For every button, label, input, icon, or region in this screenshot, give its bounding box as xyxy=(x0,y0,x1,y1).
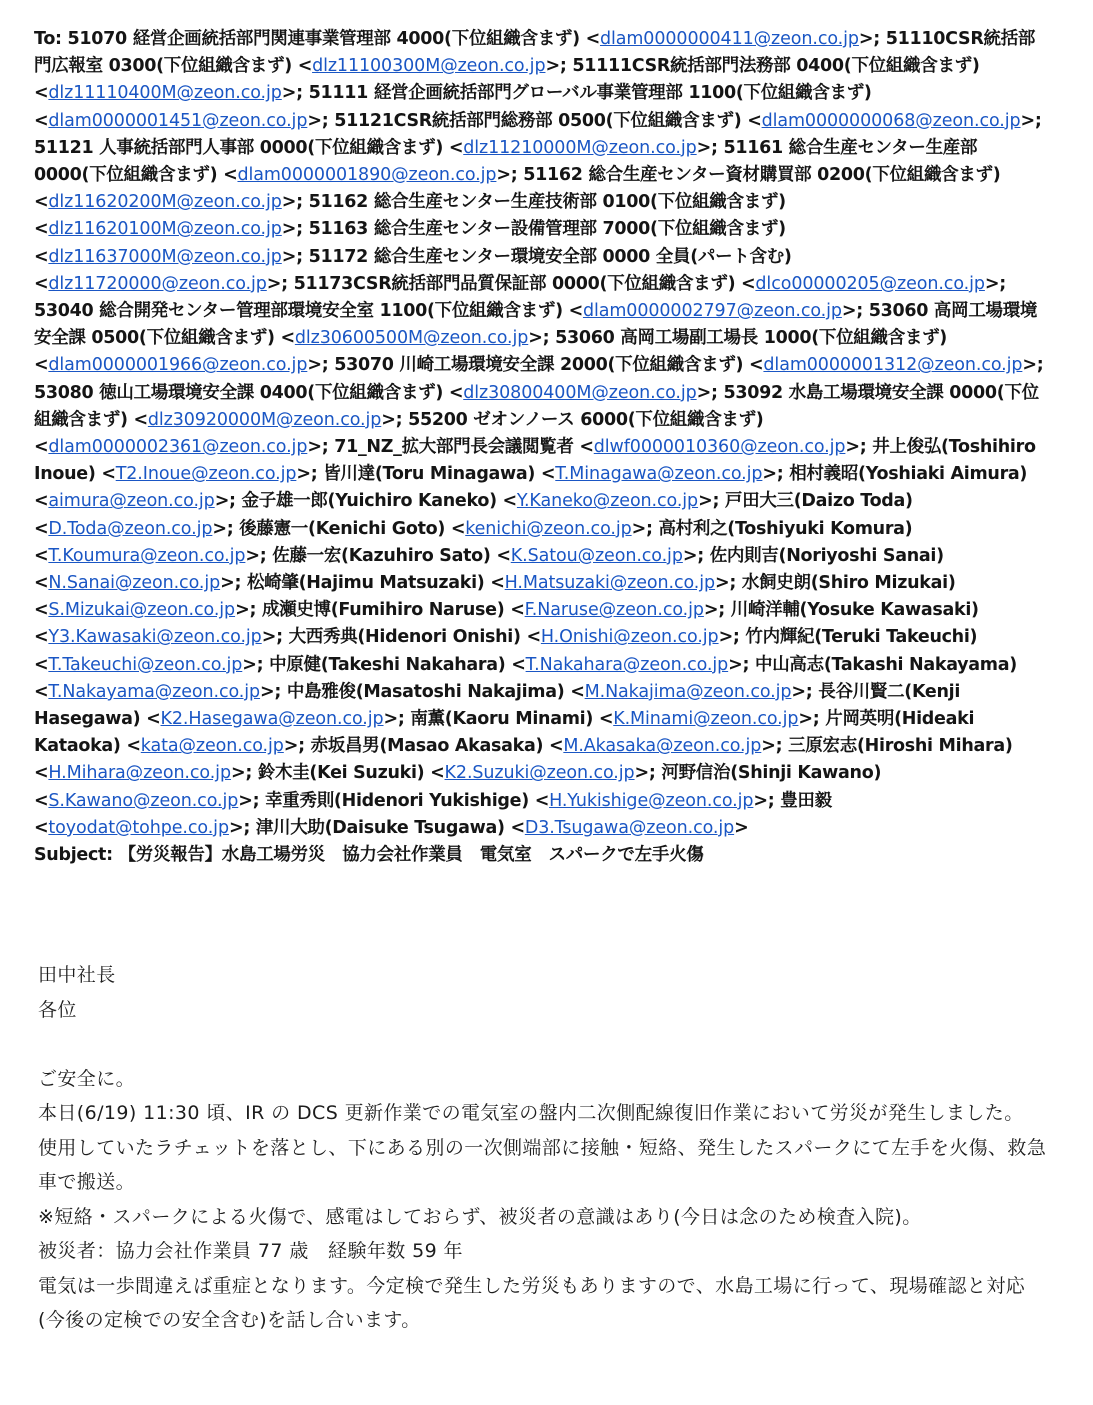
recipient-email-link[interactable]: dlco00000205@zeon.co.jp xyxy=(755,273,985,294)
recipient-email-link[interactable]: dlam0000002361@zeon.co.jp xyxy=(48,437,308,458)
recipient-name: 51162 総合生産センター資材購買部 0200(下位組織含まず) xyxy=(523,165,1001,186)
recipient-email-link[interactable]: dlz30600500M@zeon.co.jp xyxy=(294,328,529,349)
body-paragraph: 電気は一歩間違えば重症となります。今定検で発生した労災もありますので、水島工場に行って、現場確認と対応(今後の定検での安全含む)を話し合います。 xyxy=(38,1274,1026,1331)
recipient-email-link[interactable]: dlam0000001890@zeon.co.jp xyxy=(237,165,497,186)
recipient-email-link[interactable]: N.Sanai@zeon.co.jp xyxy=(48,573,221,594)
recipient-email-link[interactable]: T.Nakahara@zeon.co.jp xyxy=(525,654,729,675)
recipient-name: 53080 徳山工場環境安全課 0400(下位組織含まず) xyxy=(34,382,444,403)
recipient: 松崎肇(Hajimu Matsuzaki) <H.Matsuzaki@zeon.co.jp>; xyxy=(246,573,737,594)
recipient-name: 戸田大三(Daizo Toda) xyxy=(724,491,913,512)
subject-text: 【労災報告】水島工場労災 協力会社作業員 電気室 スパークで左手火傷 xyxy=(118,845,704,866)
recipient-email-link[interactable]: K2.Suzuki@zeon.co.jp xyxy=(444,763,635,784)
recipient-email-link[interactable]: aimura@zeon.co.jp xyxy=(48,491,215,512)
recipient-name: 大西秀典(Hidenori Onishi) xyxy=(288,627,521,648)
recipient-email-link[interactable]: dlam0000000068@zeon.co.jp xyxy=(761,110,1021,131)
recipient-name: 53060 高岡工場副工場長 1000(下位組織含まず) xyxy=(555,328,947,349)
body-paragraph: ご安全に。 xyxy=(38,1067,136,1090)
greeting-line: 田中社長 xyxy=(38,964,116,986)
recipient-name: 後藤憲一(Kenichi Goto) xyxy=(239,518,446,539)
recipient-email-link[interactable]: dlz11620100M@zeon.co.jp xyxy=(48,219,282,240)
recipient-email-link[interactable]: K2.Hasegawa@zeon.co.jp xyxy=(160,709,384,730)
body-paragraph: 本日(6/19) 11:30 頃、IR の DCS 更新作業での電気室の盤内二次側配線復旧作業において労災が発生しました。 xyxy=(38,1102,1024,1124)
recipient: 水飼史朗(Shiro Mizukai) <S.Mizukai@zeon.co.jp>; xyxy=(34,573,956,621)
recipient: 三原宏志(Hiroshi Mihara) <H.Mihara@zeon.co.jp>; xyxy=(34,736,1013,784)
recipient: 金子雄一郎(Yuichiro Kaneko) <Y.Kaneko@zeon.co.jp>; xyxy=(241,491,720,512)
recipient: 佐藤一宏(Kazuhiro Sato) <K.Satou@zeon.co.jp>; xyxy=(272,545,704,566)
recipient: 豊田毅 <toyodat@tohpe.co.jp>; xyxy=(34,790,832,838)
recipient: 51162 総合生産センター資材購買部 0200(下位組織含まず) <dlz11620200M@zeon.co.jp>; xyxy=(34,165,1001,213)
recipient: 鈴木圭(Kei Suzuki) <K2.Suzuki@zeon.co.jp>; xyxy=(257,763,656,784)
recipient-name: 71_NZ_拡大部門長会議閲覧者 xyxy=(334,437,574,458)
recipient-email-link[interactable]: H.Onishi@zeon.co.jp xyxy=(540,627,719,648)
recipient: 51163 総合生産センター設備管理部 7000(下位組織含まず) <dlz11637000M@zeon.co.jp>; xyxy=(34,219,786,267)
recipient: 51172 総合生産センター環境安全部 0000 全員(パート含む) <dlz11720000@zeon.co.jp>; xyxy=(34,246,792,294)
recipient-name: 川崎洋輔(Yosuke Kawasaki) xyxy=(730,600,979,621)
recipient: 高村利之(Toshiyuki Komura) <T.Koumura@zeon.co.jp>; xyxy=(34,518,913,566)
body-paragraph: 被災者：協力会社作業員 77 歳 経験年数 59 年 xyxy=(38,1240,463,1262)
recipient-name: 51070 経営企画統括部門関連事業管理部 4000(下位組織含まず) xyxy=(67,29,580,49)
recipient-email-link[interactable]: dlz11100300M@zeon.co.jp xyxy=(312,56,546,77)
recipient: 川崎洋輔(Yosuke Kawasaki) <Y3.Kawasaki@zeon.co.jp>; xyxy=(34,600,979,648)
recipient-email-link[interactable]: T.Nakayama@zeon.co.jp xyxy=(48,681,261,702)
recipient-email-link[interactable]: dlz11620200M@zeon.co.jp xyxy=(48,192,282,213)
recipient-email-link[interactable]: T.Minagawa@zeon.co.jp xyxy=(555,464,763,485)
recipient: 51121CSR統括部門総務部 0500(下位組織含まず) <dlam0000000068@zeon.co.jp>; xyxy=(334,110,1042,131)
recipient-email-link[interactable]: dlam0000001966@zeon.co.jp xyxy=(48,355,308,376)
recipient-email-link[interactable]: K.Minami@zeon.co.jp xyxy=(613,709,799,730)
recipient-name: 津川大助(Daisuke Tsugawa) xyxy=(255,817,505,838)
recipient-name: 松崎肇(Hajimu Matsuzaki) xyxy=(246,573,485,594)
recipient: 71_NZ_拡大部門長会議閲覧者 <dlwf0000010360@zeon.co.jp>; xyxy=(334,437,867,458)
recipient: 戸田大三(Daizo Toda) <D.Toda@zeon.co.jp>; xyxy=(34,491,913,539)
recipient: 幸重秀則(Hidenori Yukishige) <H.Yukishige@zeon.co.jp>; xyxy=(265,790,775,811)
to-label: To: xyxy=(34,29,62,49)
recipient: 井上俊弘(Toshihiro Inoue) <T2.Inoue@zeon.co.jp>; xyxy=(34,437,1036,485)
recipient-name: 片岡英明(Hideaki Kataoka) xyxy=(34,709,975,757)
recipient-email-link[interactable]: dlz11637000M@zeon.co.jp xyxy=(48,246,282,267)
recipient-name: 51173CSR統括部門品質保証部 0000(下位組織含まず) xyxy=(293,273,736,294)
recipient: 51162 総合生産センター生産技術部 0100(下位組織含まず) <dlz11620100M@zeon.co.jp>; xyxy=(34,192,786,240)
recipient-email-link[interactable]: D.Toda@zeon.co.jp xyxy=(48,518,213,539)
recipient-name: 相村義昭(Yoshiaki Aimura) xyxy=(789,464,1028,485)
subject-field xyxy=(34,842,1046,869)
recipient-name: 51162 総合生産センター生産技術部 0100(下位組織含まず) xyxy=(308,192,786,213)
recipient-email-link[interactable]: S.Mizukai@zeon.co.jp xyxy=(48,600,236,621)
recipient-name: 中原健(Takeshi Nakahara) xyxy=(269,654,506,675)
recipient: 中島雅俊(Masatoshi Nakajima) <M.Nakajima@zeon.co.jp>; xyxy=(286,681,813,702)
recipient-email-link[interactable]: dlam0000001451@zeon.co.jp xyxy=(48,110,308,131)
recipient: 片岡英明(Hideaki Kataoka) <kata@zeon.co.jp>; xyxy=(34,709,975,757)
recipient-email-link[interactable]: dlz30800400M@zeon.co.jp xyxy=(463,382,697,403)
recipient-email-link[interactable]: T.Takeuchi@zeon.co.jp xyxy=(48,654,243,675)
recipient: 南薫(Kaoru Minami) <K.Minami@zeon.co.jp>; xyxy=(410,709,820,730)
recipient-name: 佐内則吉(Noriyoshi Sanai) xyxy=(709,545,944,566)
recipient: 長谷川賢二(Kenji Hasegawa) <K2.Hasegawa@zeon.co.jp>; xyxy=(34,681,961,730)
recipient: 53060 高岡工場環境安全課 0500(下位組織含まず) <dlz30600500M@zeon.co.jp>; xyxy=(34,301,1038,349)
recipient-name: 55200 ゼオンノース 6000(下位組織含まず) xyxy=(408,409,764,430)
recipient: 赤坂昌男(Masao Akasaka) <M.Akasaka@zeon.co.jp>; xyxy=(310,736,783,757)
subject-label: Subject: xyxy=(34,845,113,866)
recipient-name: 豊田毅 xyxy=(780,790,832,811)
recipient-email-link[interactable]: dlam0000000411@zeon.co.jp xyxy=(599,29,859,49)
recipient-name: 51163 総合生産センター設備管理部 7000(下位組織含まず) xyxy=(308,219,786,240)
recipient-email-link[interactable]: M.Nakajima@zeon.co.jp xyxy=(584,681,792,702)
recipient-name: 53060 高岡工場環境安全課 0500(下位組織含まず) xyxy=(34,301,1038,349)
recipient-name: 53070 川崎工場環境安全課 2000(下位組織含まず) xyxy=(334,355,744,376)
recipient-name: 53092 水島工場環境安全課 0000(下位組織含まず) xyxy=(34,382,1039,430)
recipient-email-link[interactable]: kenichi@zeon.co.jp xyxy=(465,518,632,539)
recipient-name: 53040 総合開発センター管理部環境安全室 1100(下位組織含まず) xyxy=(34,301,563,322)
recipient: 中原健(Takeshi Nakahara) <T.Nakahara@zeon.co.jp>; xyxy=(269,654,750,675)
recipient-name: 長谷川賢二(Kenji Hasegawa) xyxy=(34,681,961,730)
recipient: 51161 総合生産センター生産部 0000(下位組織含まず) <dlam0000001890@zeon.co.jp>; xyxy=(34,137,978,186)
recipient-email-link[interactable]: S.Kawano@zeon.co.jp xyxy=(48,790,239,811)
recipient-email-link[interactable]: Y3.Kawasaki@zeon.co.jp xyxy=(48,627,262,648)
recipient-email-link[interactable]: dlwf0000010360@zeon.co.jp xyxy=(593,437,846,458)
recipient-name: 竹内輝紀(Teruki Takeuchi) xyxy=(745,627,978,648)
recipient-email-link[interactable]: Y.Kaneko@zeon.co.jp xyxy=(516,491,699,512)
recipient: 53080 徳山工場環境安全課 0400(下位組織含まず) <dlz30800400M@zeon.co.jp>; xyxy=(34,382,718,403)
recipient-email-link[interactable]: M.Akasaka@zeon.co.jp xyxy=(563,736,762,757)
recipient-email-link[interactable]: toyodat@tohpe.co.jp xyxy=(48,817,229,838)
spacer xyxy=(38,1027,1048,1062)
recipient: 51121 人事統括部門人事部 0000(下位組織含まず) <dlz11210000M@zeon.co.jp>; xyxy=(34,137,718,158)
recipient: 53092 水島工場環境安全課 0000(下位組織含まず) <dlz30920000M@zeon.co.jp>; xyxy=(34,382,1039,430)
recipient: 53060 高岡工場副工場長 1000(下位組織含まず) <dlam0000001966@zeon.co.jp>; xyxy=(34,328,947,376)
recipient-name: 51111CSR統括部門法務部 0400(下位組織含まず) xyxy=(572,56,980,77)
recipient-email-link[interactable]: kata@zeon.co.jp xyxy=(140,736,284,757)
recipient: 55200 ゼオンノース 6000(下位組織含まず) <dlam0000002361@zeon.co.jp>; xyxy=(34,409,764,458)
to-field xyxy=(34,26,1046,842)
recipient-email-link[interactable]: T2.Inoue@zeon.co.jp xyxy=(115,464,297,485)
recipient-name: 高村利之(Toshiyuki Komura) xyxy=(658,518,913,539)
recipient: 53070 川崎工場環境安全課 2000(下位組織含まず) <dlam0000001312@zeon.co.jp>; xyxy=(334,355,1044,376)
recipient: 河野信治(Shinji Kawano) <S.Kawano@zeon.co.jp>; xyxy=(34,763,882,811)
recipient-name: 井上俊弘(Toshihiro Inoue) xyxy=(34,437,1036,485)
recipient-name: 51161 総合生産センター生産部 0000(下位組織含まず) xyxy=(34,137,978,186)
recipient-name: 中島雅俊(Masatoshi Nakajima) xyxy=(286,681,565,702)
email-header xyxy=(34,26,1046,869)
recipient: 大西秀典(Hidenori Onishi) <H.Onishi@zeon.co.jp>; xyxy=(288,627,740,648)
recipient-name: 51110CSR統括部門広報室 0300(下位組織含まず) xyxy=(34,29,1036,77)
recipient-email-link[interactable]: dlz11210000M@zeon.co.jp xyxy=(463,137,697,158)
recipient-name: 鈴木圭(Kei Suzuki) xyxy=(257,763,425,784)
recipient: 51173CSR統括部門品質保証部 0000(下位組織含まず) <dlco00000205@zeon.co.jp>; xyxy=(293,273,1006,294)
recipient-name: 成瀬史博(Fumihiro Naruse) xyxy=(261,600,505,621)
recipient-name: 51121 人事統括部門人事部 0000(下位組織含まず) xyxy=(34,137,444,158)
recipient: 中山高志(Takashi Nakayama) <T.Nakayama@zeon.co.jp>; xyxy=(34,654,1017,702)
recipient-name: 51121CSR統括部門総務部 0500(下位組織含まず) xyxy=(334,110,742,131)
recipient-name: 南薫(Kaoru Minami) xyxy=(410,709,594,730)
body-paragraph: 使用していたラチェットを落とし、下にある別の一次側端部に接触・短絡、発生したスパークにて左手を火傷、救急車で搬送。 xyxy=(38,1136,1047,1193)
recipient-email-link[interactable]: K.Satou@zeon.co.jp xyxy=(510,545,683,566)
recipient-name: 三原宏志(Hiroshi Mihara) xyxy=(788,736,1013,757)
recipient-email-link[interactable]: D3.Tsugawa@zeon.co.jp xyxy=(524,817,735,838)
recipient-name: 幸重秀則(Hidenori Yukishige) xyxy=(265,790,529,811)
recipient: 51111CSR統括部門法務部 0400(下位組織含まず) <dlz11110400M@zeon.co.jp>; xyxy=(34,56,980,104)
recipient-email-link[interactable]: H.Matsuzaki@zeon.co.jp xyxy=(504,573,716,594)
body-paragraph: ※短絡・スパークによる火傷で、感電はしておらず、被災者の意識はあり(今日は念のため検査入院)。 xyxy=(38,1205,922,1228)
recipient: 51111 経営企画統括部門グローバル事業管理部 1100(下位組織含まず) <dlam0000001451@zeon.co.jp>; xyxy=(34,83,872,131)
recipient-name: 河野信治(Shinji Kawano) xyxy=(661,763,882,784)
recipient: 皆川達(Toru Minagawa) <T.Minagawa@zeon.co.jp>; xyxy=(323,464,784,485)
recipient-name: 51111 経営企画統括部門グローバル事業管理部 1100(下位組織含まず) xyxy=(308,83,872,104)
recipient-name: 佐藤一宏(Kazuhiro Sato) xyxy=(272,545,491,566)
recipient-email-link[interactable]: T.Koumura@zeon.co.jp xyxy=(48,545,246,566)
email-body xyxy=(38,958,1048,1338)
recipient: 53040 総合開発センター管理部環境安全室 1100(下位組織含まず) <dlam0000002797@zeon.co.jp>; xyxy=(34,301,863,322)
recipient: 成瀬史博(Fumihiro Naruse) <F.Naruse@zeon.co.jp>; xyxy=(261,600,725,621)
recipient-name: 中山高志(Takashi Nakayama) xyxy=(755,654,1017,675)
recipient-name: 赤坂昌男(Masao Akasaka) xyxy=(310,736,544,757)
recipient-email-link[interactable]: dlz30920000M@zeon.co.jp xyxy=(147,409,382,430)
recipient: 佐内則吉(Noriyoshi Sanai) <N.Sanai@zeon.co.jp>; xyxy=(34,545,944,594)
recipient: 51110CSR統括部門広報室 0300(下位組織含まず) <dlz11100300M@zeon.co.jp>; xyxy=(34,29,1036,77)
recipient: 相村義昭(Yoshiaki Aimura) <aimura@zeon.co.jp>; xyxy=(34,464,1028,512)
recipient: 後藤憲一(Kenichi Goto) <kenichi@zeon.co.jp>; xyxy=(239,518,653,539)
recipient-email-link[interactable]: H.Mihara@zeon.co.jp xyxy=(48,763,231,784)
greeting-line: 各位 xyxy=(38,998,77,1021)
recipient: 51070 経営企画統括部門関連事業管理部 4000(下位組織含まず) <dlam0000000411@zeon.co.jp>; xyxy=(67,29,880,49)
recipient-email-link[interactable]: H.Yukishige@zeon.co.jp xyxy=(549,790,754,811)
recipient-email-link[interactable]: F.Naruse@zeon.co.jp xyxy=(524,600,704,621)
recipient-name: 金子雄一郎(Yuichiro Kaneko) xyxy=(241,491,497,512)
recipient-name: 51172 総合生産センター環境安全部 0000 全員(パート含む) xyxy=(308,246,792,267)
recipient-email-link[interactable]: dlam0000001312@zeon.co.jp xyxy=(763,355,1023,376)
recipient-email-link[interactable]: dlam0000002797@zeon.co.jp xyxy=(582,301,842,322)
recipient-email-link[interactable]: dlz11110400M@zeon.co.jp xyxy=(48,83,282,104)
recipient-email-link[interactable]: dlz11720000@zeon.co.jp xyxy=(48,273,267,294)
recipient-name: 皆川達(Toru Minagawa) xyxy=(323,464,536,485)
recipient-name: 水飼史朗(Shiro Mizukai) xyxy=(741,573,956,594)
recipient: 津川大助(Daisuke Tsugawa) <D3.Tsugawa@zeon.co.jp> xyxy=(255,817,749,838)
recipient: 竹内輝紀(Teruki Takeuchi) <T.Takeuchi@zeon.co.jp>; xyxy=(34,627,978,675)
recipient-list xyxy=(34,29,1043,838)
